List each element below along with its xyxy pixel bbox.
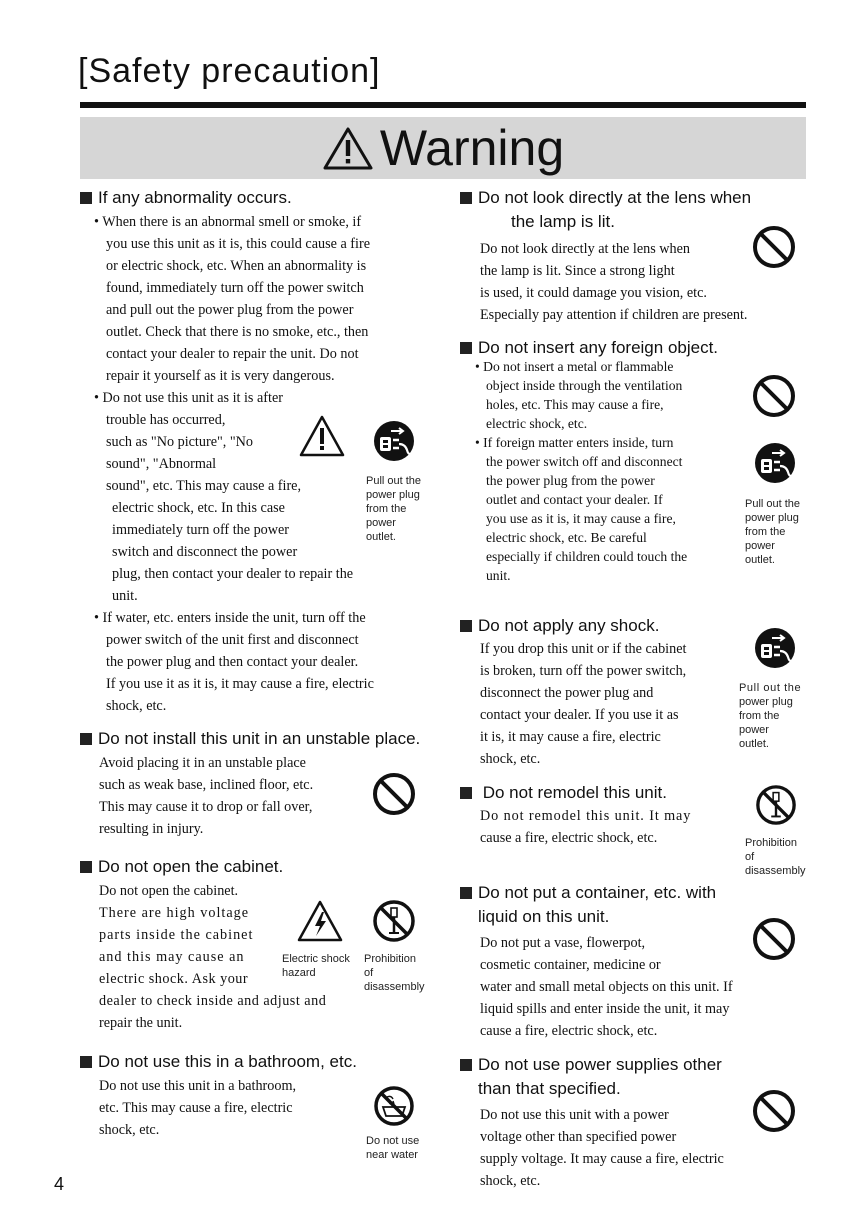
abnormality-para-3: • If water, etc. enters inside the unit, turn off the power switch of the unit first and disconnect the power plug and then contact your dealer. If you use it as it is, it may cause a fire, electric shock, etc. (94, 610, 374, 714)
container-body: Do not put a vase, flowerpot, cosmetic container, medicine or water and small metal objects on this unit. If liquid spills and enter inside the unit, it may cause a fire, electric shock, etc. (480, 935, 733, 1039)
bullet-square (460, 887, 472, 899)
page-title: [Safety precaution] (78, 52, 381, 90)
shock-body: If you drop this unit or if the cabinet is broken, turn off the power switch, disconnect the power plug and contact your dealer. If you use it as it is, it may cause a fire, electric shock, etc. (480, 641, 687, 767)
bullet-square (80, 861, 92, 873)
abnormality-para-1: • When there is an abnormal smell or smoke, if you use this unit as it is, this could cause a fire or electric shock, etc. When an abnormality is found, immediately turn off the power switch and pull out the power plug from the power outlet. Check that there is no smoke, etc., then contact your dealer to repair the unit. Do not repair it yourself as it is very dangerous. (94, 214, 370, 384)
bullet-square (80, 192, 92, 204)
bullet-square (80, 733, 92, 745)
bullet-square (460, 342, 472, 354)
prohibition-circle-icon (752, 917, 796, 961)
do-not-use-near-water-icon (373, 1085, 415, 1127)
remodel-body: Do not remodel this unit. It may cause a fire, electric shock, etc. (480, 808, 692, 846)
container-heading: Do not put a container, etc. with liquid on this unit. (460, 883, 716, 927)
title-rule (80, 102, 806, 108)
disassembly-caption: Prohibition of disassembly (364, 953, 425, 993)
prohibition-circle-icon (752, 1089, 796, 1133)
bullet-square (460, 1059, 472, 1071)
warning-triangle-icon (322, 126, 374, 170)
electric-shock-hazard-icon (296, 899, 344, 943)
pull-plug-caption: Pull out the power plug from the power outlet. (745, 498, 801, 566)
prohibition-of-disassembly-icon (372, 899, 416, 943)
bullet-square (460, 620, 472, 632)
near-water-caption: Do not use near water (366, 1135, 420, 1161)
banner-title: Warning (379, 120, 565, 176)
warning-banner (80, 117, 806, 179)
remodel-heading: Do not remodel this unit. (460, 783, 667, 803)
foreign-object-para-2: • If foreign matter enters inside, turn the power switch off and disconnect the power plug from the power outlet and contact your dealer. If you use as it is, it may cause a fire, electric shock, etc. Be careful especially if children could touch the unit. (475, 435, 688, 583)
power-supply-body: Do not use this unit with a power voltage other than specified power supply voltage. It may cause a fire, electric shock, etc. (480, 1107, 724, 1189)
power-supply-heading: Do not use power supplies other than that specified. (460, 1055, 722, 1099)
prohibition-of-disassembly-icon (755, 784, 797, 826)
disassembly-caption: Prohibition of disassembly (745, 837, 806, 877)
prohibition-circle-icon (752, 225, 796, 269)
lens-body: Do not look directly at the lens when the lamp is lit. Since a strong light is used, it could damage you vision, etc. Especially pay attention if children are present. (480, 241, 748, 323)
cabinet-heading: Do not open the cabinet. (80, 857, 283, 877)
abnormality-heading: If any abnormality occurs. (80, 188, 292, 208)
unstable-body: Avoid placing it in an unstable place such as weak base, inclined floor, etc. This may cause it to drop or fall over, resulting in injury. (99, 755, 314, 837)
pull-plug-icon (754, 442, 796, 484)
pull-plug-icon (754, 627, 796, 669)
bullet-square (460, 192, 472, 204)
bathroom-heading: Do not use this in a bathroom, etc. (80, 1052, 357, 1072)
bathroom-body: Do not use this unit in a bathroom, etc. This may cause a fire, electric shock, etc. (99, 1078, 297, 1138)
electric-shock-caption: Electric shock hazard (282, 953, 350, 979)
shock-heading: Do not apply any shock. (460, 616, 659, 636)
pull-plug-caption: Pull out the power plug from the power outlet. (366, 475, 422, 543)
bullet-square (80, 1056, 92, 1068)
prohibition-circle-icon (372, 772, 416, 816)
page-number: 4 (54, 1174, 65, 1194)
unstable-heading: Do not install this unit in an unstable place. (80, 729, 420, 749)
prohibition-circle-icon (752, 374, 796, 418)
cabinet-body: Do not open the cabinet. There are high voltage parts inside the cabinet and this may cause an electric shock. Ask your dealer to check inside and adjust and repair the unit. (99, 883, 327, 1031)
bullet-square (460, 787, 472, 799)
pull-plug-icon (373, 420, 415, 462)
foreign-object-heading: Do not insert any foreign object. (460, 338, 718, 358)
lens-heading: Do not look directly at the lens when the lamp is lit. (460, 188, 751, 232)
pull-plug-caption: Pull out the power plug from the power outlet. (739, 682, 802, 750)
foreign-object-para-1: • Do not insert a metal or flammable object inside through the ventilation holes, etc. This may cause a fire, electric shock, etc. (475, 359, 683, 431)
warning-triangle-icon (298, 414, 346, 458)
abnormality-para-2: • Do not use this unit as it is after trouble has occurred, such as "No picture", "No sound", "Abnormal sound", etc. This may cause a fire, electric shock, etc. In this case immediately turn off the power switch and disconnect the power plug, then contact your dealer to repair the unit. (94, 390, 354, 604)
